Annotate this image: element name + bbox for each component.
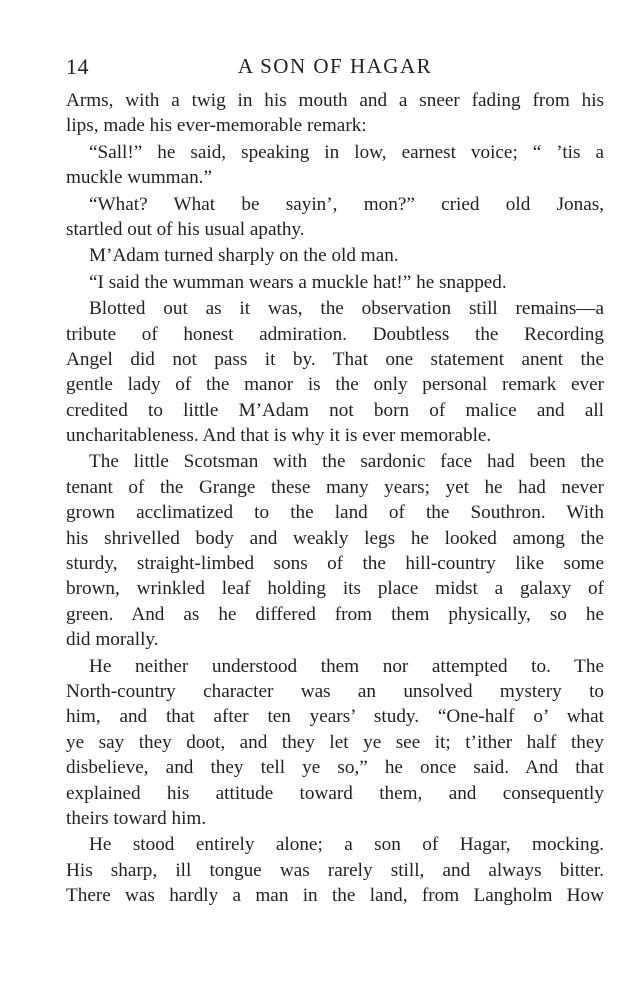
text-line: gentle lady of the manor is the only personal remark ever [66,374,604,396]
text-line: Arms, with a twig in his mouth and a sneer fading from his [66,90,604,111]
text-line: tribute of honest admiration. Doubtless the Recording [66,323,604,345]
text-line: tenant of the Grange these many years; yet he had never [66,476,604,498]
text-line: disbelieve, and they tell ye so,” he once said. And that [66,757,604,779]
body-text [66,88,604,909]
text-line: “What? What be sayin’, mon?” cried old Jonas, [89,193,604,215]
text-line: Blotted out as it was, the observation still remains—a [89,298,604,320]
text-line: The little Scotsman with the sardonic face had been the [89,451,604,473]
text-line: grown acclimatized to the land of the Southron. With [66,502,604,524]
text-line: North-country character was an unsolved mystery to [66,680,604,702]
text-line: “Sall!” he said, speaking in low, earnest voice; “ ’tis a [89,141,604,163]
text-line: “I said the wumman wears a muckle hat!” he snapped. [89,271,507,293]
text-line: explained his attitude toward them, and consequently [66,782,604,804]
text-line: He stood entirely alone; a son of Hagar, mocking. [89,834,604,856]
text-line: green. And as he differed from them physically, so he [66,603,604,625]
text-line: sturdy, straight-limbed sons of the hill-country like some [66,553,604,575]
text-line: did morally. [66,629,159,651]
text-line: ye say they doot, and they let ye see it; t’ither half they [66,731,604,753]
text-line: His sharp, ill tongue was rarely still, and always bitter. [66,859,604,881]
text-line: muckle wumman.” [66,167,212,189]
text-line: startled out of his usual apathy. [66,218,305,240]
text-line: him, and that after ten years’ study. “One-half o’ what [66,706,604,728]
running-head: A SON OF HAGAR [237,54,433,78]
text-line: brown, wrinkled leaf holding its place midst a galaxy of [66,578,604,600]
text-line: uncharitableness. And that is why it is ever memorable. [66,425,492,447]
page-header [66,54,604,82]
text-line: There was hardly a man in the land, from Langholm How [66,885,604,907]
text-line: lips, made his ever-memorable remark: [66,115,367,137]
text-line: He neither understood them nor attempted to. The [89,655,604,677]
text-line: credited to little M’Adam not born of malice and all [66,399,604,421]
page-number: 14 [66,54,89,79]
text-line: Angel did not pass it by. That one statement anent the [66,348,604,370]
text-line: his shrivelled body and weakly legs he looked among the [66,527,604,549]
text-line: theirs toward him. [66,807,207,829]
text-line: M’Adam turned sharply on the old man. [89,245,399,267]
